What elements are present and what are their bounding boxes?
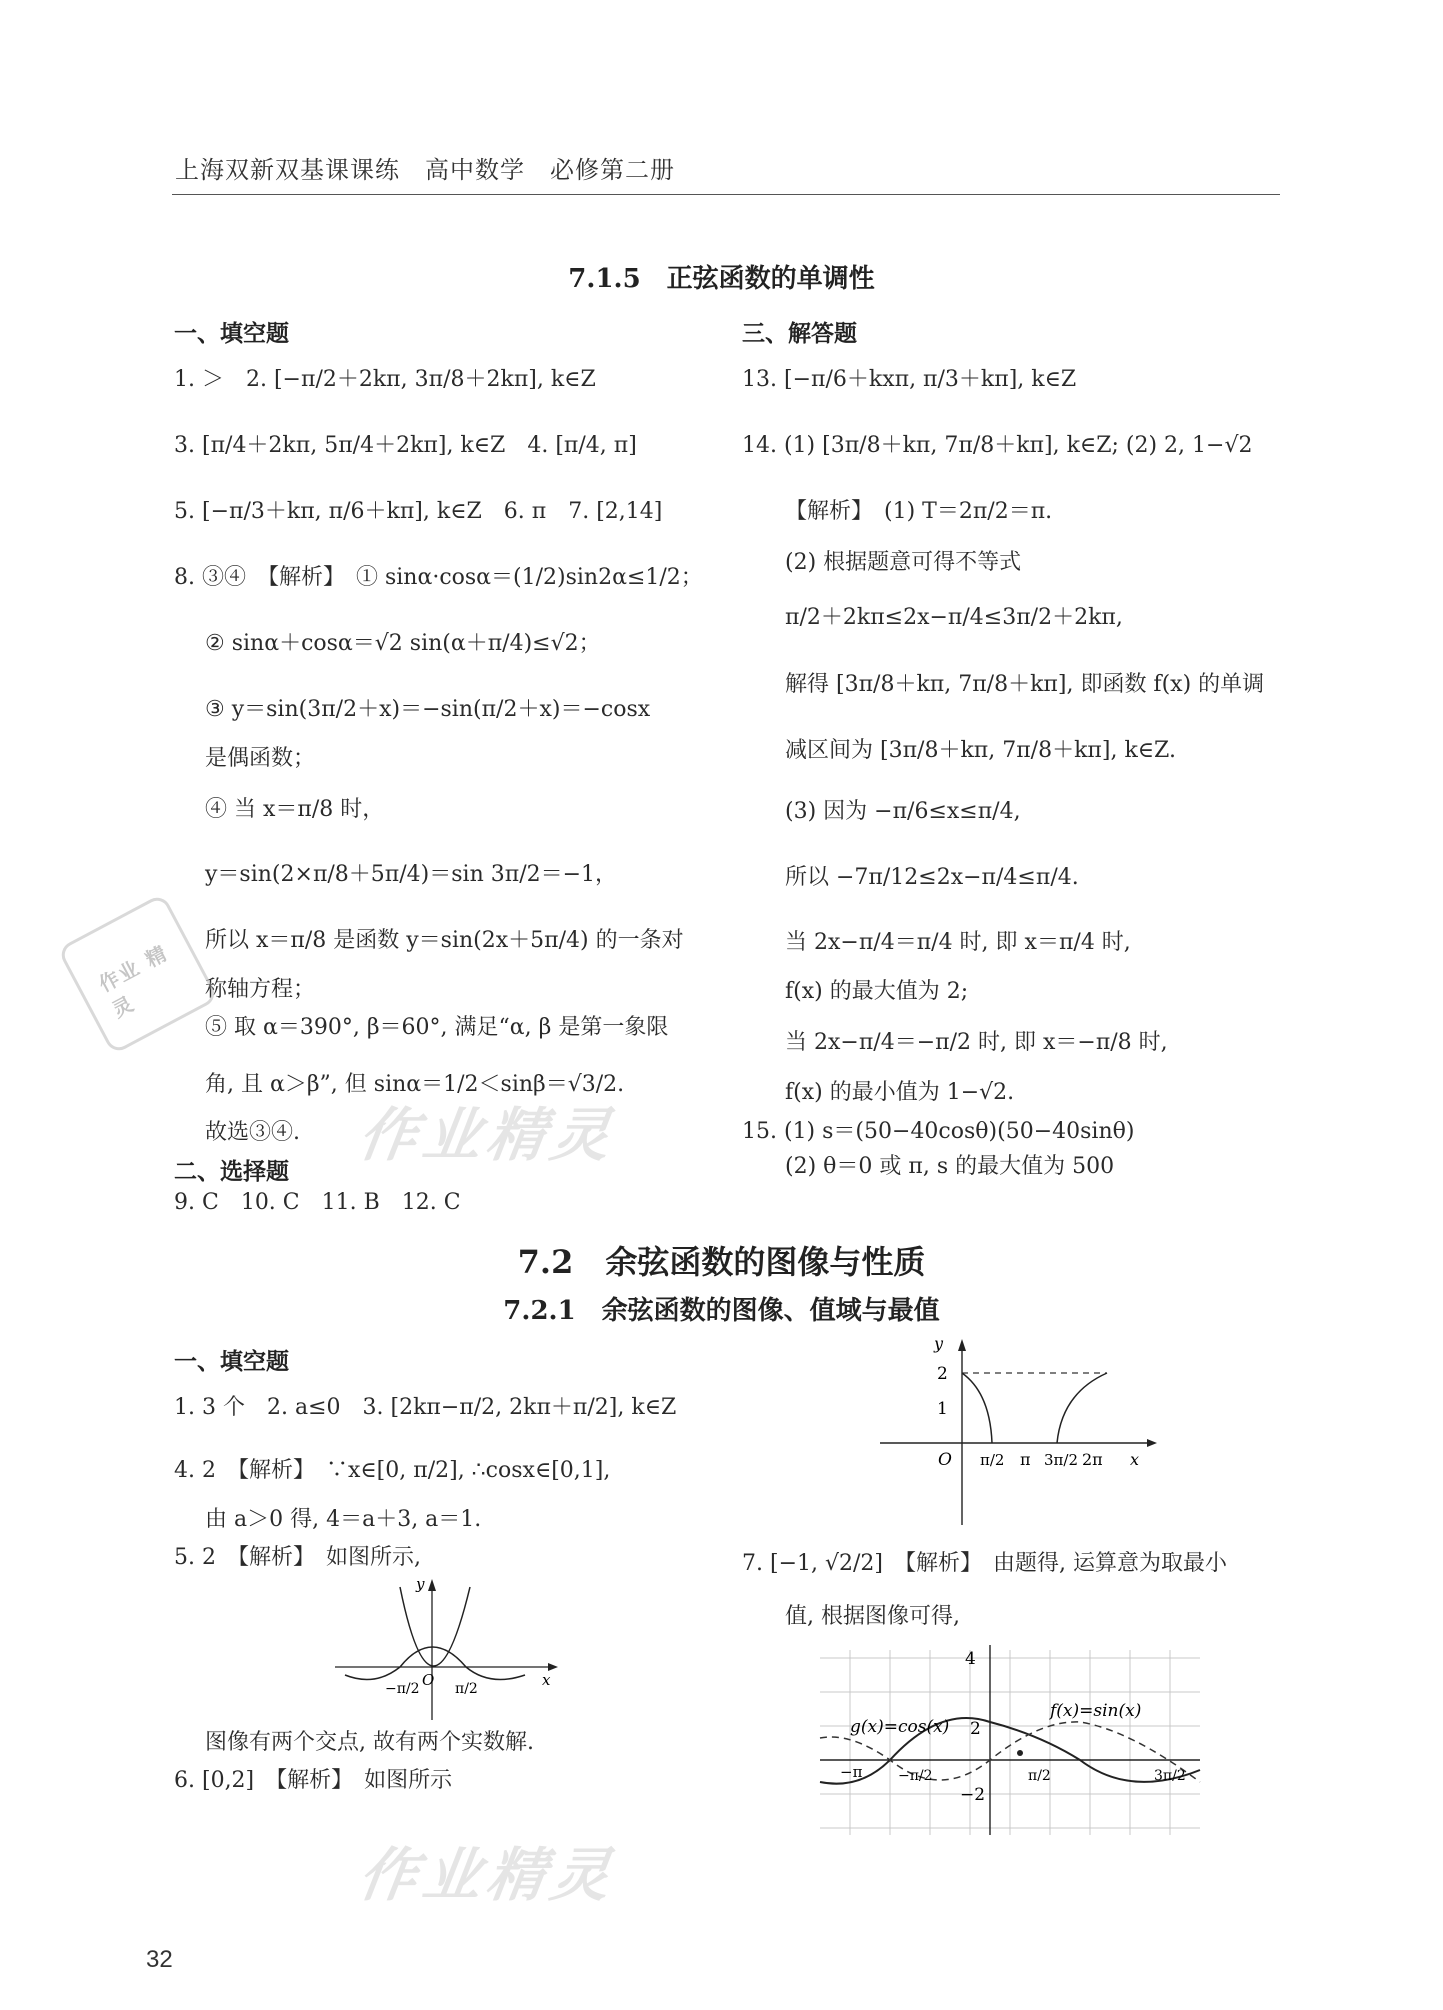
label-pi-half: π/2 (980, 1451, 1005, 1469)
answer-line: 4. 2 【解析】 ∵x∈[0, π/2], ∴cosx∈[0,1], (174, 1458, 611, 1483)
x-axis-arrow (1147, 1439, 1157, 1447)
watermark-stamp (57, 893, 219, 1055)
stamp-text: 作业 精灵 (94, 940, 173, 1023)
cosine-curve (345, 1647, 525, 1680)
answer-line: 是偶函数； (205, 746, 316, 771)
section-title-72: 7.2 余弦函数的图像与性质 (517, 1243, 926, 1281)
x-axis-arrow (548, 1663, 558, 1671)
answer-line: 图像有两个交点, 故有两个实数解. (205, 1730, 534, 1755)
label-2pi: 2π (1082, 1450, 1103, 1469)
answer-line: 称轴方程； (205, 977, 316, 1002)
answer-line: 当 2x−π/4＝π/4 时, 即 x＝π/4 时, (785, 930, 1131, 955)
label-pi-half: π/2 (455, 1681, 478, 1697)
answer-line: ⑤ 取 α＝390°, β＝60°, 满足“α, β 是第一象限 (205, 1015, 669, 1040)
choice-answers: 9. C 10. C 11. B 12. C (174, 1190, 461, 1215)
answer-line: (3) 因为 −π/6≤x≤π/4, (785, 799, 1021, 824)
choice-heading-715: 二、选择题 (174, 1158, 289, 1185)
answer-line: f(x) 的最大值为 2; (785, 979, 969, 1004)
answer-line: 6. [0,2] 【解析】 如图所示 (174, 1768, 453, 1793)
watermark-text: 作业精灵 (354, 1841, 621, 1909)
answer-line: π/2＋2kπ≤2x−π/4≤3π/2＋2kπ, (785, 605, 1123, 630)
y-axis-arrow (958, 1339, 966, 1351)
answer-line: 解得 [3π/8＋kπ, 7π/8＋kπ], 即函数 f(x) 的单调 (785, 672, 1265, 697)
figure-q6-graph (872, 1335, 1172, 1530)
answer-line: 8. ③④ 【解析】 ① sinα·cosα＝(1/2)sin2α≤1/2； (174, 565, 703, 590)
answer-line: 故选③④. (205, 1120, 300, 1145)
answer-line: 5. [−π/3＋kπ, π/6＋kπ], k∈Z 6. π 7. [2,14] (174, 499, 663, 524)
label-f: f(x)=sin(x) (1050, 1701, 1142, 1721)
label-pi-half: π/2 (1028, 1768, 1051, 1784)
answer-line: 13. [−π/6＋kxπ, π/3＋kπ], k∈Z (742, 367, 1077, 392)
curve-right (1057, 1373, 1107, 1443)
label-x: x (1130, 1450, 1140, 1469)
section-subtitle-721: 7.2.1 余弦函数的图像、值域与最值 (503, 1296, 940, 1326)
curve-left (962, 1373, 992, 1443)
answer-line: 5. 2 【解析】 如图所示, (174, 1545, 421, 1570)
answer-line: 所以 −7π/12≤2x−π/4≤π/4. (785, 865, 1079, 890)
y-axis-arrow (428, 1579, 436, 1591)
answer-line: f(x) 的最小值为 1−√2. (785, 1080, 1015, 1105)
intersection-point (1017, 1750, 1023, 1756)
label-neg-pi-half: −π/2 (898, 1768, 933, 1784)
answer-line: 1. 3 个 2. a≤0 3. [2kπ−π/2, 2kπ＋π/2], k∈Z (174, 1395, 677, 1420)
header-rule (172, 194, 1280, 195)
answer-line: ④ 当 x＝π/8 时， (205, 797, 385, 822)
label-3pi-half: 3π/2 (1154, 1768, 1186, 1784)
label-x: x (542, 1671, 551, 1689)
label-3pi-half: 3π/2 (1044, 1451, 1078, 1469)
answer-line: 减区间为 [3π/8＋kπ, 7π/8＋kπ], k∈Z. (785, 738, 1176, 763)
answer-line: ③ y＝sin(3π/2＋x)＝−sin(π/2＋x)＝−cosx (205, 697, 651, 722)
label-neg-pi-half: −π/2 (385, 1681, 420, 1697)
label-y: y (416, 1575, 425, 1593)
answer-line: 15. (1) s＝(50−40cosθ)(50−40sinθ) (742, 1119, 1135, 1144)
answer-line: 当 2x−π/4＝−π/2 时, 即 x＝−π/8 时, (785, 1030, 1168, 1055)
answer-line: 3. [π/4＋2kπ, 5π/4＋2kπ], k∈Z 4. [π/4, π] (174, 433, 637, 458)
label-neg-pi: −π (840, 1763, 863, 1781)
figure-q7-graph (810, 1640, 1210, 1840)
answer-line: 值, 根据图像可得, (785, 1604, 960, 1629)
answer-line: 所以 x＝π/8 是函数 y＝sin(2x＋5π/4) 的一条对 (205, 928, 684, 953)
section-title-715: 7.1.5 正弦函数的单调性 (568, 264, 875, 294)
label-pi: π (1020, 1450, 1031, 1469)
fill-heading-715: 一、填空题 (174, 320, 289, 347)
fill-heading-721: 一、填空题 (174, 1348, 289, 1375)
answer-line: (2) 根据题意可得不等式 (785, 550, 1022, 575)
label-4: 4 (965, 1649, 976, 1669)
running-header: 上海双新双基课课练 高中数学 必修第二册 (175, 156, 675, 184)
label-g: g(x)=cos(x) (850, 1717, 950, 1737)
figure-q5-graph (330, 1575, 560, 1725)
label-neg2: −2 (960, 1785, 986, 1805)
label-origin: O (422, 1671, 435, 1689)
answer-line: ② sinα＋cosα＝√2 sin(α＋π/4)≤√2； (205, 631, 601, 656)
grid (820, 1650, 1200, 1835)
answer-line: 【解析】 (1) T＝2π/2＝π. (785, 499, 1053, 524)
answer-line: 1. ＞ 2. [−π/2＋2kπ, 3π/8＋2kπ], k∈Z (174, 367, 596, 392)
parabola (400, 1587, 470, 1666)
answer-line: 角, 且 α＞β”, 但 sinα＝1/2＜sinβ＝√3/2. (205, 1072, 625, 1097)
label-y: y (934, 1335, 944, 1353)
answer-line: 14. (1) [3π/8＋kπ, 7π/8＋kπ], k∈Z; (2) 2, 1−√2 (742, 433, 1253, 458)
label-1: 1 (937, 1399, 948, 1419)
label-origin: O (938, 1450, 952, 1470)
answer-line: (2) θ＝0 或 π, s 的最大值为 500 (785, 1154, 1115, 1179)
answer-line: 7. [−1, √2/2] 【解析】 由题得, 运算意为取最小 (742, 1551, 1227, 1576)
page-number: 32 (146, 1946, 173, 1973)
watermark-text: 作业精灵 (354, 1101, 621, 1169)
solve-heading-715: 三、解答题 (742, 320, 857, 347)
answer-line: y＝sin(2×π/8＋5π/4)＝sin 3π/2＝−1， (205, 862, 618, 887)
label-2: 2 (970, 1719, 981, 1739)
label-2: 2 (937, 1364, 948, 1384)
answer-line: 由 a＞0 得, 4＝a＋3, a＝1. (205, 1507, 482, 1532)
